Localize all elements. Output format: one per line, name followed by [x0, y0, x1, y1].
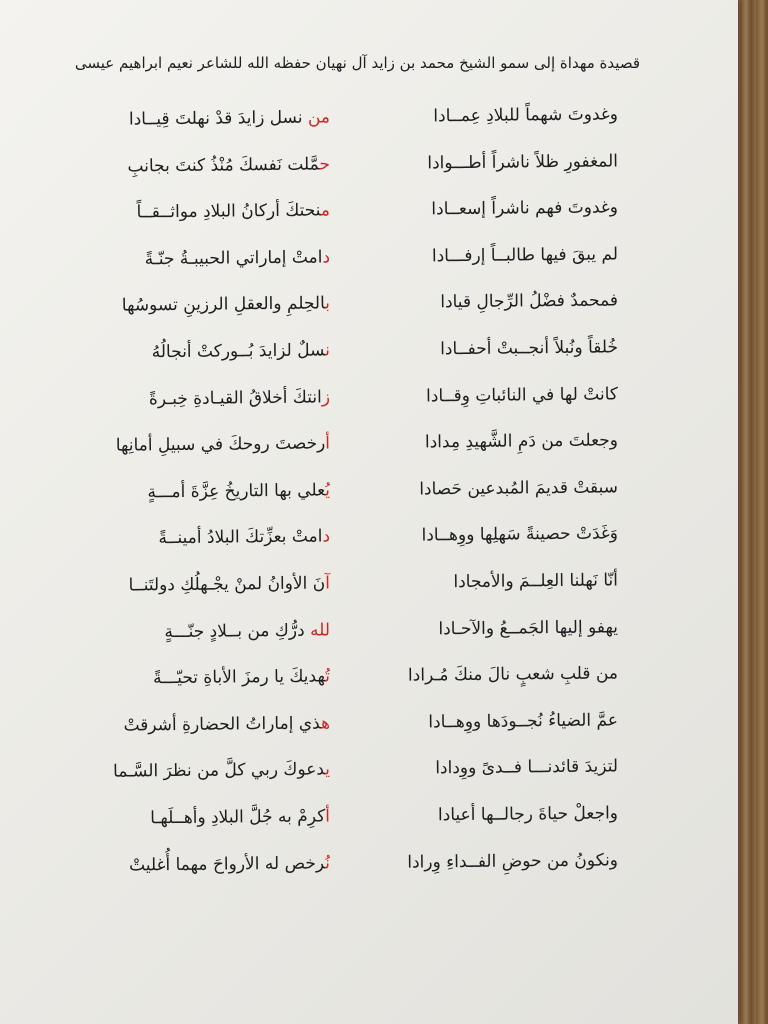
verse-line — [0, 285, 738, 327]
verse-first-hemistich — [30, 615, 330, 648]
verse-line — [0, 518, 738, 560]
verse-line — [0, 797, 738, 839]
verse-line — [0, 657, 738, 699]
verse-second-hemistich: عمَّ الضياءُ نُجــودَها ووِهــادا — [428, 710, 619, 733]
verse-first-hemistich-text: امتْ إماراتي الحبيبـةُ جنّـةً — [144, 247, 323, 270]
verse-initial-red: ح — [319, 154, 331, 175]
verse-first-hemistich — [30, 429, 330, 462]
verse-line — [0, 98, 738, 140]
verse-line — [0, 471, 738, 513]
verse-second-hemistich: وجعلتَ من دَمِ الشَّهيدِ مِدادا — [424, 430, 619, 453]
verse-first-hemistich-text: هديكَ يا رمزَ الأباةِ تحيّـــةً — [152, 666, 326, 689]
verse-line — [0, 238, 738, 280]
verse-first-hemistich-text: رخصتَ روحكَ في سبيلِ أمانِها — [115, 433, 326, 456]
verse-first-hemistich — [30, 102, 330, 135]
verse-initial-red: ه — [320, 713, 331, 734]
verse-initial-red: أ — [325, 806, 331, 827]
verse-first-hemistich-text: مَّلت نَفسكَ مُنْذُ كنتَ بجانبِ — [127, 154, 320, 177]
verse-line — [0, 844, 738, 886]
verse-first-hemistich — [30, 289, 330, 322]
verse-first-hemistich — [30, 242, 330, 275]
verse-first-hemistich — [30, 335, 330, 368]
verse-second-hemistich: لتزيدَ قائدنـــا فــدىً ووِدادا — [435, 756, 619, 779]
verse-first-hemistich-text: امتْ بعزِّتكَ البلادُ أمينــةً — [158, 526, 323, 549]
verse-initial-red: من — [307, 107, 331, 128]
verse-first-hemistich-text: ذي إماراتُ الحضارةِ أشرقتْ — [123, 713, 322, 736]
verse-line — [0, 145, 738, 187]
verse-first-hemistich-text: انتكَ أخلاقُ القيـادةِ خِبـرةً — [148, 387, 322, 409]
verse-first-hemistich — [30, 708, 330, 741]
verse-initial-red: ي — [325, 759, 331, 780]
verse-initial-red: أ — [325, 433, 331, 454]
verse-initial-red: آ — [325, 573, 331, 594]
verse-first-hemistich — [30, 568, 330, 601]
verse-first-hemistich — [30, 755, 330, 788]
verse-first-hemistich — [30, 475, 330, 508]
verse-first-hemistich-text: كرِمْ به جُلَّ البلادِ وأهــلَهـا — [150, 806, 326, 829]
verse-initial-red: د — [322, 247, 331, 268]
verse-first-hemistich-text: علي بها التاريخُ عِزَّةَ أمـــةٍ — [147, 480, 326, 503]
verse-line — [0, 191, 738, 233]
verse-first-hemistich — [30, 662, 330, 695]
verse-second-hemistich: وَغَدَتْ حصينةً سَهلِها ووِهــادا — [421, 523, 619, 546]
verse-second-hemistich: وغدوتَ شهماً للبلادِ عِمــادا — [433, 104, 619, 127]
verse-initial-red: م — [320, 200, 331, 221]
verse-initial-red: ب — [325, 293, 331, 314]
verse-second-hemistich: يهفو إليها الجَمــعُ والآحـادا — [438, 616, 619, 639]
verse-line — [0, 424, 738, 466]
verse-second-hemistich: سبقتْ قديمَ المُبدعين حَصادا — [419, 477, 619, 500]
verse-second-hemistich: من قلبِ شعبٍ نالَ منكَ مُـرادا — [407, 663, 619, 686]
verse-line — [0, 331, 738, 373]
verse-initial-red: لله — [309, 620, 331, 641]
verse-line — [0, 564, 738, 606]
poem-title: قصيدة مهداة إلى سمو الشيخ محمد بن زايد آل نهيان حفظه الله للشاعر نعيم ابراهيم عيسى — [74, 54, 640, 72]
verse-first-hemistich — [30, 801, 330, 834]
verse-line — [0, 704, 738, 746]
verse-first-hemistich-text: دعوكَ ربي كلَّ من نظرَ السَّـما — [113, 759, 326, 783]
verse-initial-red: د — [322, 526, 331, 547]
verse-second-hemistich: خُلقاً ونُبلاً أنجــبتْ أحفــادا — [440, 337, 619, 360]
verse-first-hemistich — [30, 848, 330, 881]
verse-second-hemistich: المغفورِ ظلاً ناشراً أطـــوادا — [427, 150, 619, 173]
verse-first-hemistich-text: نحتكَ أركانُ البلادِ مواثــقــاً — [136, 200, 321, 223]
verse-first-hemistich — [30, 149, 330, 182]
verse-first-hemistich-text: سلٌ لزايدَ بُــوركتْ أنجالُهُ — [151, 340, 326, 363]
verse-second-hemistich: فمحمدٌ فضْلُ الرِّجالِ قيادا — [440, 290, 619, 313]
verse-first-hemistich-text: رخص له الأرواحَ مهما أُغليتْ — [128, 853, 326, 876]
verse-second-hemistich: ونكونُ من حوضِ الفــداءِ وِرادا — [407, 849, 619, 873]
verse-initial-red: نُ — [325, 853, 331, 874]
verse-line — [0, 378, 738, 420]
verse-initial-red: ن — [325, 340, 331, 361]
verse-line — [0, 611, 738, 653]
verse-second-hemistich: كانتْ لها في النائباتِ وِقــادا — [426, 383, 619, 406]
verse-first-hemistich-text: الحِلمِ والعقلِ الرزينِ تسوسُها — [121, 293, 326, 316]
verse-initial-red: ز — [321, 387, 331, 408]
verse-first-hemistich — [30, 196, 330, 229]
verse-line — [0, 751, 738, 793]
verse-first-hemistich-text: نَ الأوانُ لمنْ يجْـهلُكِ دولتَنــا — [128, 573, 326, 596]
verse-initial-red: تُ — [325, 666, 331, 687]
verse-first-hemistich — [30, 382, 330, 415]
verse-first-hemistich — [30, 522, 330, 555]
verse-second-hemistich: أنّا نَهلنا العِلــمَ والأمجادا — [453, 570, 619, 593]
verse-initial-red: يُ — [325, 480, 331, 501]
verse-second-hemistich: وغدوتَ فهم ناشراً إسعــادا — [431, 197, 619, 220]
verse-first-hemistich-text: نسل زايدَ قدْ نهلتَ قِيــادا — [128, 107, 309, 130]
verse-second-hemistich: واجعلْ حياةَ رجالــها أعيادا — [437, 803, 619, 826]
verse-first-hemistich-text: درُّكِ من بــلادٍ جنّـــةٍ — [164, 620, 311, 642]
verse-second-hemistich: لم يبقَ فيها طالبــاً إرفـــادا — [431, 244, 619, 267]
